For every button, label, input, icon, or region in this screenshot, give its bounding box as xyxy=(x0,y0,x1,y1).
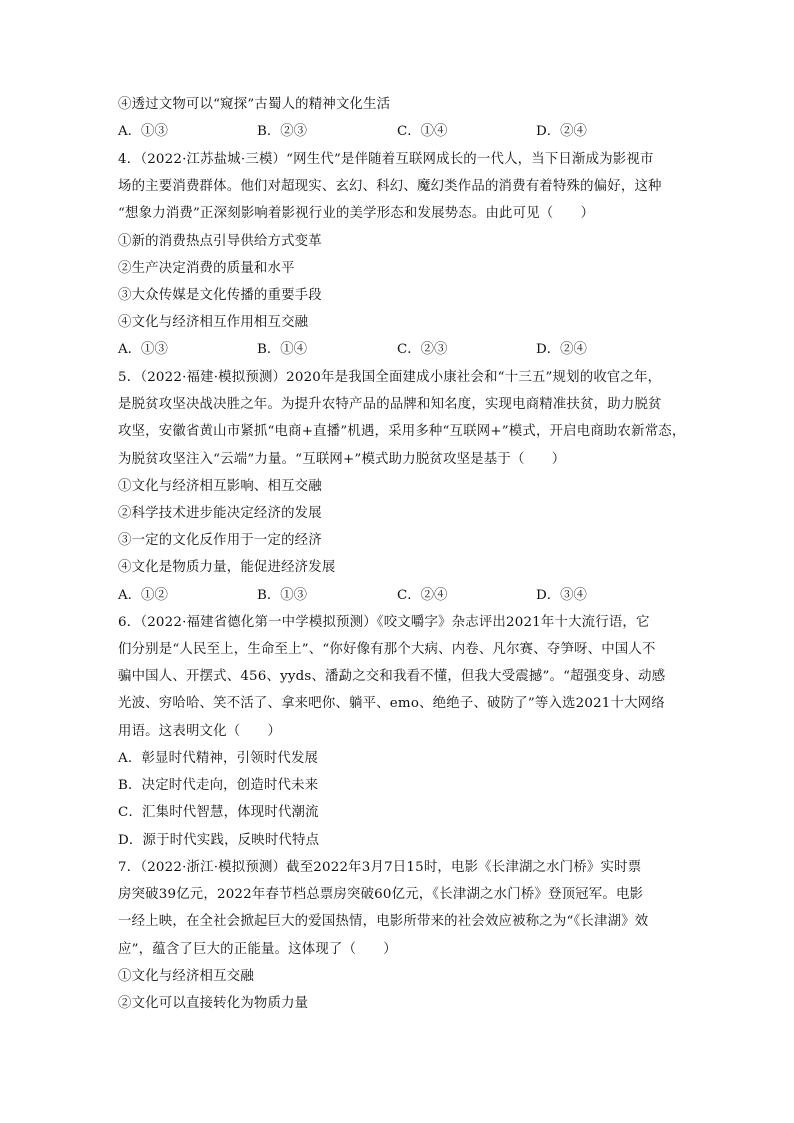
q4-stem-line-3: “想象力消费”正深刻影响着影视行业的美学形态和发展势态。由此可见（ ） xyxy=(118,206,595,221)
q4-item-4: ④文化与经济相互作用相互交融 xyxy=(118,315,309,330)
q3-option-b: B．②③ xyxy=(257,124,308,139)
q4-item-1: ①新的消费热点引导供给方式变革 xyxy=(118,234,322,249)
q5-item-1: ①文化与经济相互影响、相互交融 xyxy=(118,479,322,494)
q6-choice-b: B．决定时代走向，创造时代未来 xyxy=(118,778,319,793)
q3-item-4: ④透过文物可以“窥探”古蜀人的精神文化生活 xyxy=(118,97,391,112)
q6-stem-line-3: 骗中国人、开摆式、456、yyds、潘勐之交和我看不懂，但我大受震撼”。“超强变身、动感 xyxy=(118,669,666,684)
q4-stem-line-1: 4．（2022·江苏盐城·三模）“网生代”是伴随着互联网成长的一代人，当下日渐成为影视市 xyxy=(118,152,654,167)
q7-item-2: ②文化可以直接转化为物质力量 xyxy=(118,996,309,1011)
q4-stem-line-2: 场的主要消费群体。他们对超现实、玄幻、科幻、魔幻类作品的消费有着特殊的偏好，这种 xyxy=(118,179,662,194)
q5-item-3: ③一定的文化反作用于一定的经济 xyxy=(118,533,322,548)
q4-item-3: ③大众传媒是文化传播的重要手段 xyxy=(118,288,322,303)
q6-stem-line-1: 6．（2022·福建省德化第一中学模拟预测）《咬文嚼字》杂志评出2021年十大流行语，它 xyxy=(118,615,650,630)
q4-option-b: B．①④ xyxy=(257,342,308,357)
q5-item-2: ②科学技术进步能决定经济的发展 xyxy=(118,506,322,521)
q4-option-d: D．②④ xyxy=(536,342,587,357)
q7-stem-line-4: 应”，蕴含了巨大的正能量。这体现了（ ） xyxy=(118,942,397,957)
q4-option-a: A．①③ xyxy=(118,342,168,357)
q6-stem-line-5: 用语。这表明文化（ ） xyxy=(118,724,282,739)
q3-option-c: C．①④ xyxy=(397,124,448,139)
q6-stem-line-4: 光波、穷哈哈、笑不活了、拿来吧你、躺平、emo、绝绝子、破防了”等入选2021十大网络 xyxy=(118,696,665,711)
q3-option-d: D．②④ xyxy=(536,124,587,139)
q5-stem-line-3: 攻坚，安徽省黄山市紧抓“电商+直播”机遇，采用多种“互联网+”模式，开启电商助农新常态， xyxy=(118,424,686,439)
q6-choice-a: A．彰显时代精神，引领时代发展 xyxy=(118,751,319,766)
q5-item-4: ④文化是物质力量，能促进经济发展 xyxy=(118,560,336,575)
q5-option-a: A．①② xyxy=(118,588,168,603)
q5-stem-line-2: 是脱贫攻坚决战决胜之年。为提升农特产品的品牌和知名度，实现电商精准扶贫，助力脱贫 xyxy=(118,397,662,412)
q5-option-c: C．②④ xyxy=(397,588,448,603)
q6-stem-line-2: 们分别是“人民至上，生命至上”、“你好像有那个大病、内卷、凡尔赛、夺笋呀、中国人不 xyxy=(118,642,656,657)
q6-choice-d: D．源于时代实践，反映时代特点 xyxy=(118,833,320,848)
q5-stem-line-4: 为脱贫攻坚注入“云端”力量。“互联网+”模式助力脱贫攻坚是基于（ ） xyxy=(118,452,566,467)
q4-item-2: ②生产决定消费的质量和水平 xyxy=(118,261,295,276)
q7-stem-line-2: 房突破39亿元，2022年春节档总票房突破60亿元，《长津湖之水门桥》登顶冠军。电影 xyxy=(118,887,644,902)
q6-choice-c: C．汇集时代智慧，体现时代潮流 xyxy=(118,805,319,820)
q5-stem-line-1: 5．（2022·福建·模拟预测）2020年是我国全面建成小康社会和“十三五”规划的收官之年， xyxy=(118,370,662,385)
q5-option-d: D．③④ xyxy=(536,588,587,603)
q7-item-1: ①文化与经济相互交融 xyxy=(118,969,254,984)
q7-stem-line-1: 7．（2022·浙江·模拟预测）截至2022年3月7日15时，电影《长津湖之水门桥》实时票 xyxy=(118,860,642,875)
q5-option-b: B．①③ xyxy=(257,588,308,603)
q7-stem-line-3: 一经上映，在全社会掀起巨大的爱国热情，电影所带来的社会效应被称之为“《长津湖》效 xyxy=(118,914,649,929)
q3-option-a: A．①③ xyxy=(118,124,168,139)
q4-option-c: C．②③ xyxy=(397,342,448,357)
